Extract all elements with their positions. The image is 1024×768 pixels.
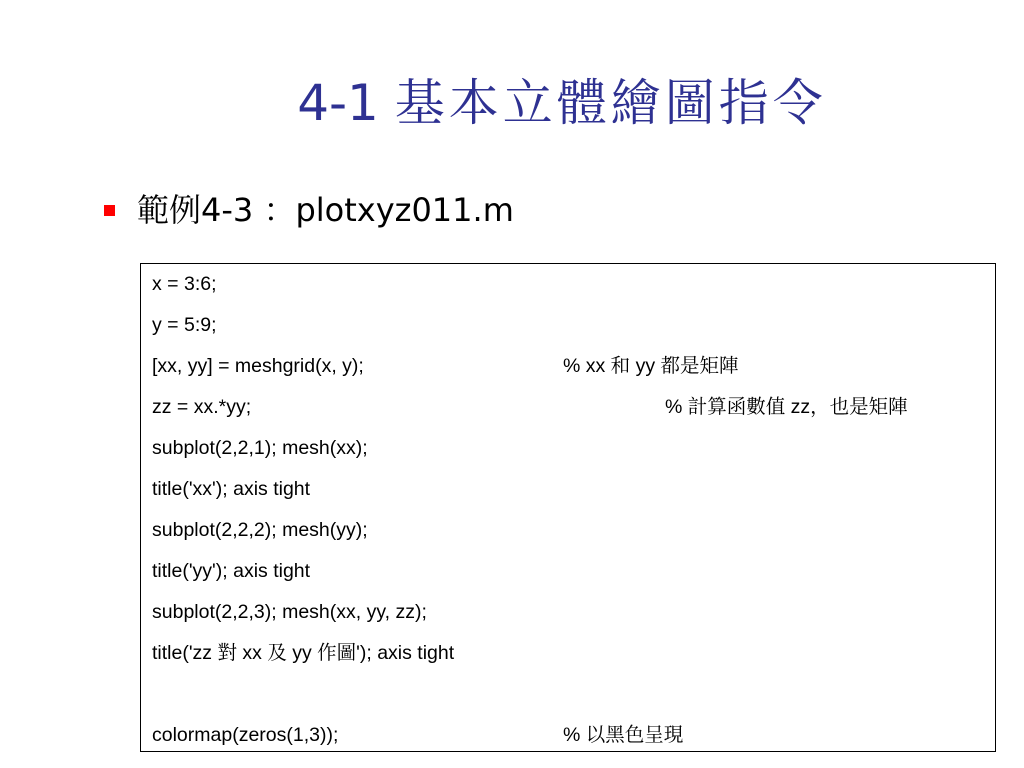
code-line: zz = xx.*yy;: [152, 396, 252, 418]
code-line: x = 3:6;: [152, 273, 217, 295]
code-comment: % 以黑色呈現: [563, 724, 684, 746]
code-line: title('zz 對 xx 及 yy 作圖'); axis tight: [152, 642, 455, 664]
code-line: subplot(2,2,1); mesh(xx);: [152, 437, 368, 459]
square-bullet-icon: [104, 205, 115, 216]
code-line: title('yy'); axis tight: [152, 560, 311, 582]
title-number: 4-1: [297, 74, 379, 132]
code-line: title('xx'); axis tight: [152, 478, 311, 500]
code-block: [140, 263, 996, 752]
code-line: [xx, yy] = meshgrid(x, y);: [152, 355, 364, 377]
title-text: 基本立體繪圖指令: [394, 74, 827, 132]
bullet-item: [104, 188, 514, 232]
code-line: colormap(zeros(1,3));: [152, 724, 339, 746]
code-comment: % xx 和 yy 都是矩陣: [563, 355, 739, 377]
code-line: y = 5:9;: [152, 314, 217, 336]
slide-title: [0, 68, 1024, 138]
code-line: subplot(2,2,3); mesh(xx, yy, zz);: [152, 601, 427, 623]
bullet-text: 範例4-3 ：plotxyz011.m: [137, 191, 514, 229]
code-line: subplot(2,2,2); mesh(yy);: [152, 519, 368, 541]
code-comment: % 計算函數值 zz，也是矩陣: [665, 396, 908, 418]
